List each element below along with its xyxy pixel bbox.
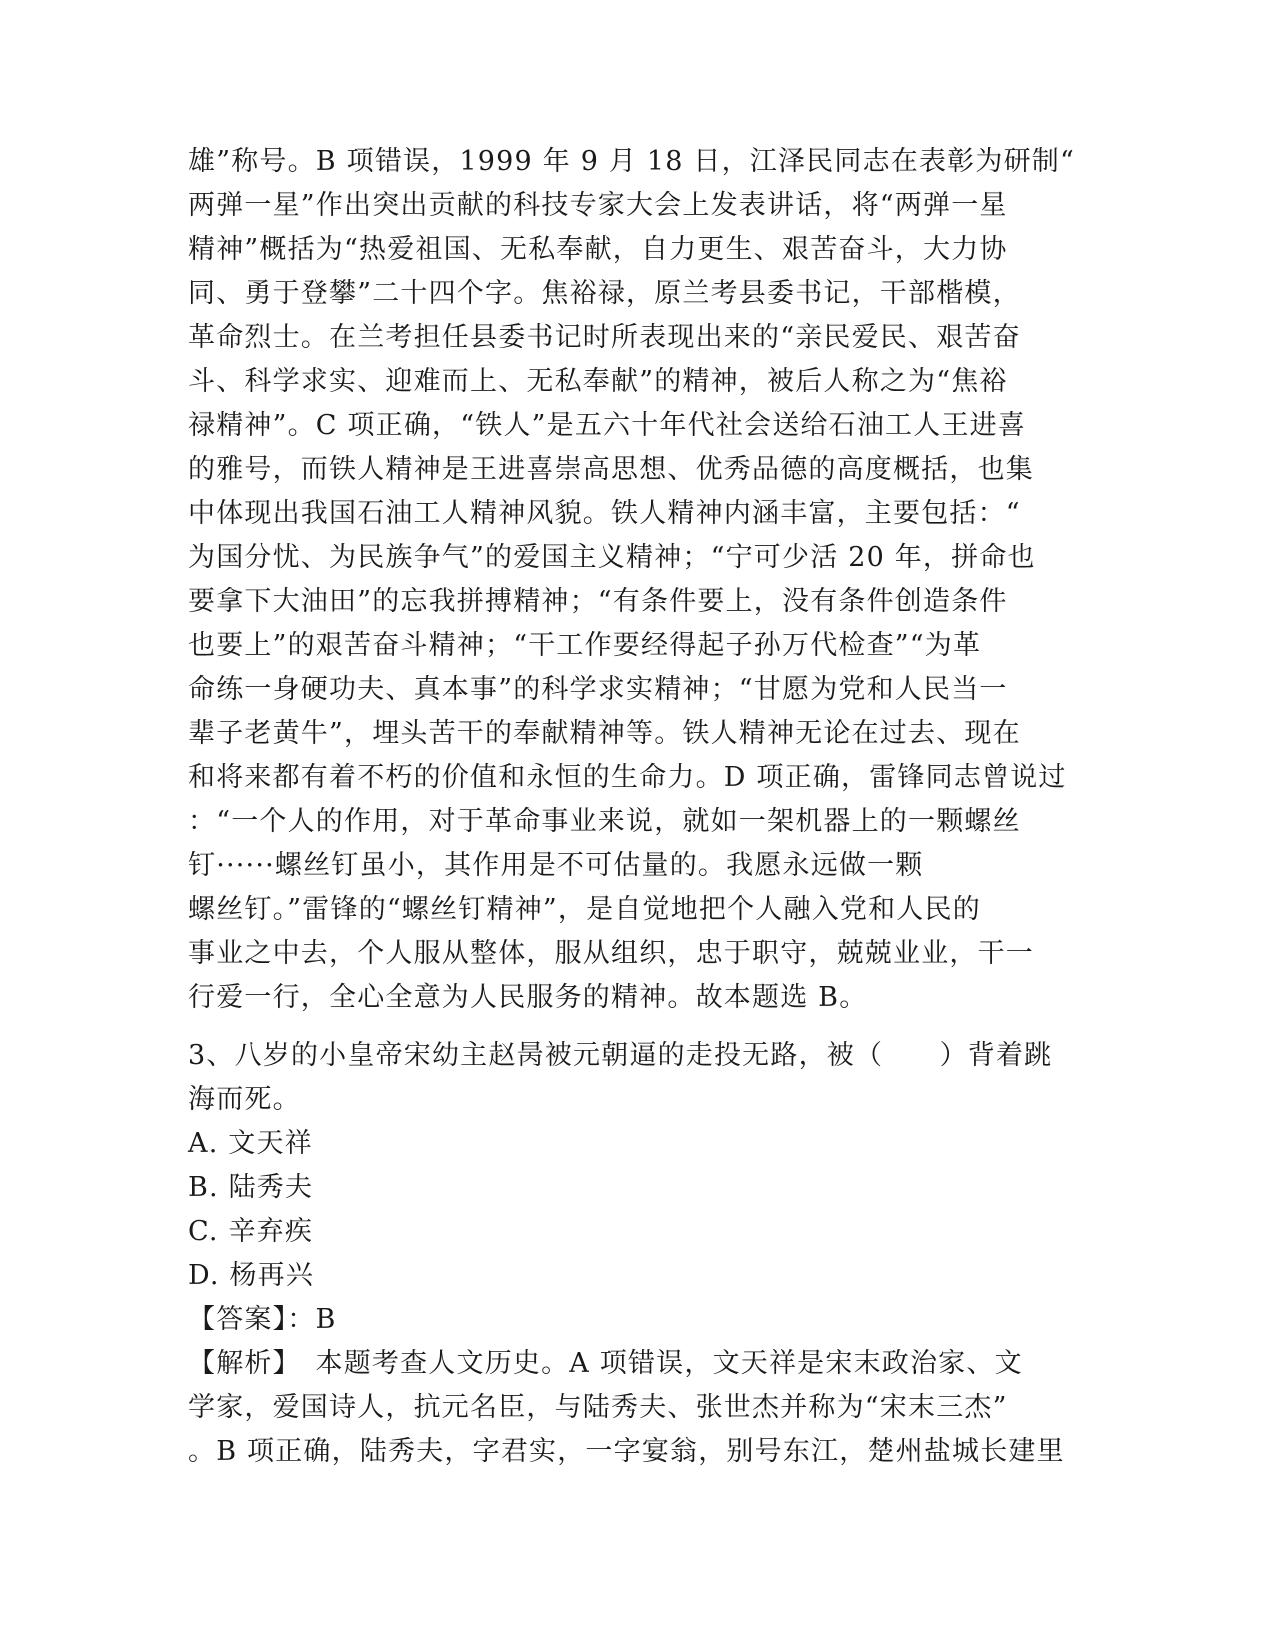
explanation-line: 为国分忧、为民族争气”的爱国主义精神；“宁可少活 20 年，拼命也 (188, 542, 1036, 573)
paragraph-gap (188, 1020, 1088, 1034)
explanation-line: 辈子老黄牛”，埋头苦干的奉献精神等。铁人精神无论在过去、现在 (188, 718, 1021, 749)
explanation-line: ：“一个人的作用，对于革命事业来说，就如一架机器上的一颗螺丝 (188, 806, 1021, 837)
explanation-line: 雄”称号。B 项错误，1999 年 9 月 18 日，江泽民同志在表彰为研制“ (188, 146, 1075, 177)
answer-line: 【答案】：B (188, 1304, 337, 1335)
explanation-paragraph (188, 140, 1088, 1020)
explanation-line: 中体现出我国石油工人精神风貌。铁人精神内涵丰富，主要包括：“ (188, 498, 1021, 529)
question-3-answer (188, 1298, 1088, 1342)
option-c: C. 辛弃疾 (188, 1216, 314, 1247)
explanation-line: 行爱一行，全心全意为人民服务的精神。故本题选 B。 (188, 982, 868, 1013)
explanation-line: 禄精神”。C 项正确，“铁人”是五六十年代社会送给石油工人王进喜 (188, 410, 1027, 441)
explanation-line: 事业之中去，个人服从整体，服从组织，忠于职守，兢兢业业，干一 (188, 938, 1034, 969)
explanation-line: 革命烈士。在兰考担任县委书记时所表现出来的“亲民爱民、艰苦奋 (188, 322, 1021, 353)
document-page (188, 140, 1088, 1474)
explanation-line: 也要上”的艰苦奋斗精神；“干工作要经得起子孙万代检查”“为革 (188, 630, 982, 661)
analysis-line: 学家，爱国诗人，抗元名臣，与陆秀夫、张世杰并称为“宋末三杰” (188, 1392, 1008, 1423)
explanation-line: 要拿下大油田”的忘我拼搏精神；“有条件要上，没有条件创造条件 (188, 586, 1008, 617)
option-b: B. 陆秀夫 (188, 1172, 314, 1203)
explanation-line: 命练一身硬功夫、真本事”的科学求实精神；“甘愿为党和人民当一 (188, 674, 1008, 705)
option-a: A. 文天祥 (188, 1128, 313, 1159)
explanation-line: 斗、科学求实、迎难而上、无私奉献”的精神，被后人称之为“焦裕 (188, 366, 1008, 397)
explanation-line: 的雅号，而铁人精神是王进喜崇高思想、优秀品德的高度概括，也集 (188, 454, 1034, 485)
explanation-line: 钉······螺丝钉虽小，其作用是不可估量的。我愿永远做一颗 (188, 850, 924, 881)
explanation-line: 精神”概括为“热爱祖国、无私奉献，自力更生、艰苦奋斗，大力协 (188, 234, 1008, 265)
explanation-line: 同、勇于登攀”二十四个字。焦裕禄，原兰考县委书记，干部楷模， (188, 278, 1021, 309)
question-3-options (188, 1122, 1088, 1298)
question-line: 海而死。 (188, 1084, 301, 1115)
analysis-line: 【解析】 本题考查人文历史。A 项错误，文天祥是宋末政治家、文 (188, 1348, 1023, 1379)
option-d: D. 杨再兴 (188, 1260, 315, 1291)
explanation-line: 螺丝钉。”雷锋的“螺丝钉精神”，是自觉地把个人融入党和人民的 (188, 894, 981, 925)
explanation-line: 两弹一星”作出突出贡献的科技专家大会上发表讲话，将“两弹一星 (188, 190, 1008, 221)
explanation-line: 和将来都有着不朽的价值和永恒的生命力。D 项正确，雷锋同志曾说过 (188, 762, 1067, 793)
analysis-line: 。B 项正确，陆秀夫，字君实，一字宴翁，别号东江，楚州盐城长建里 (188, 1436, 1065, 1467)
question-line: 3、八岁的小皇帝宋幼主赵昺被元朝逼的走投无路，被（ ）背着跳 (188, 1040, 1053, 1071)
question-3-stem (188, 1034, 1088, 1122)
question-3-analysis (188, 1342, 1088, 1474)
